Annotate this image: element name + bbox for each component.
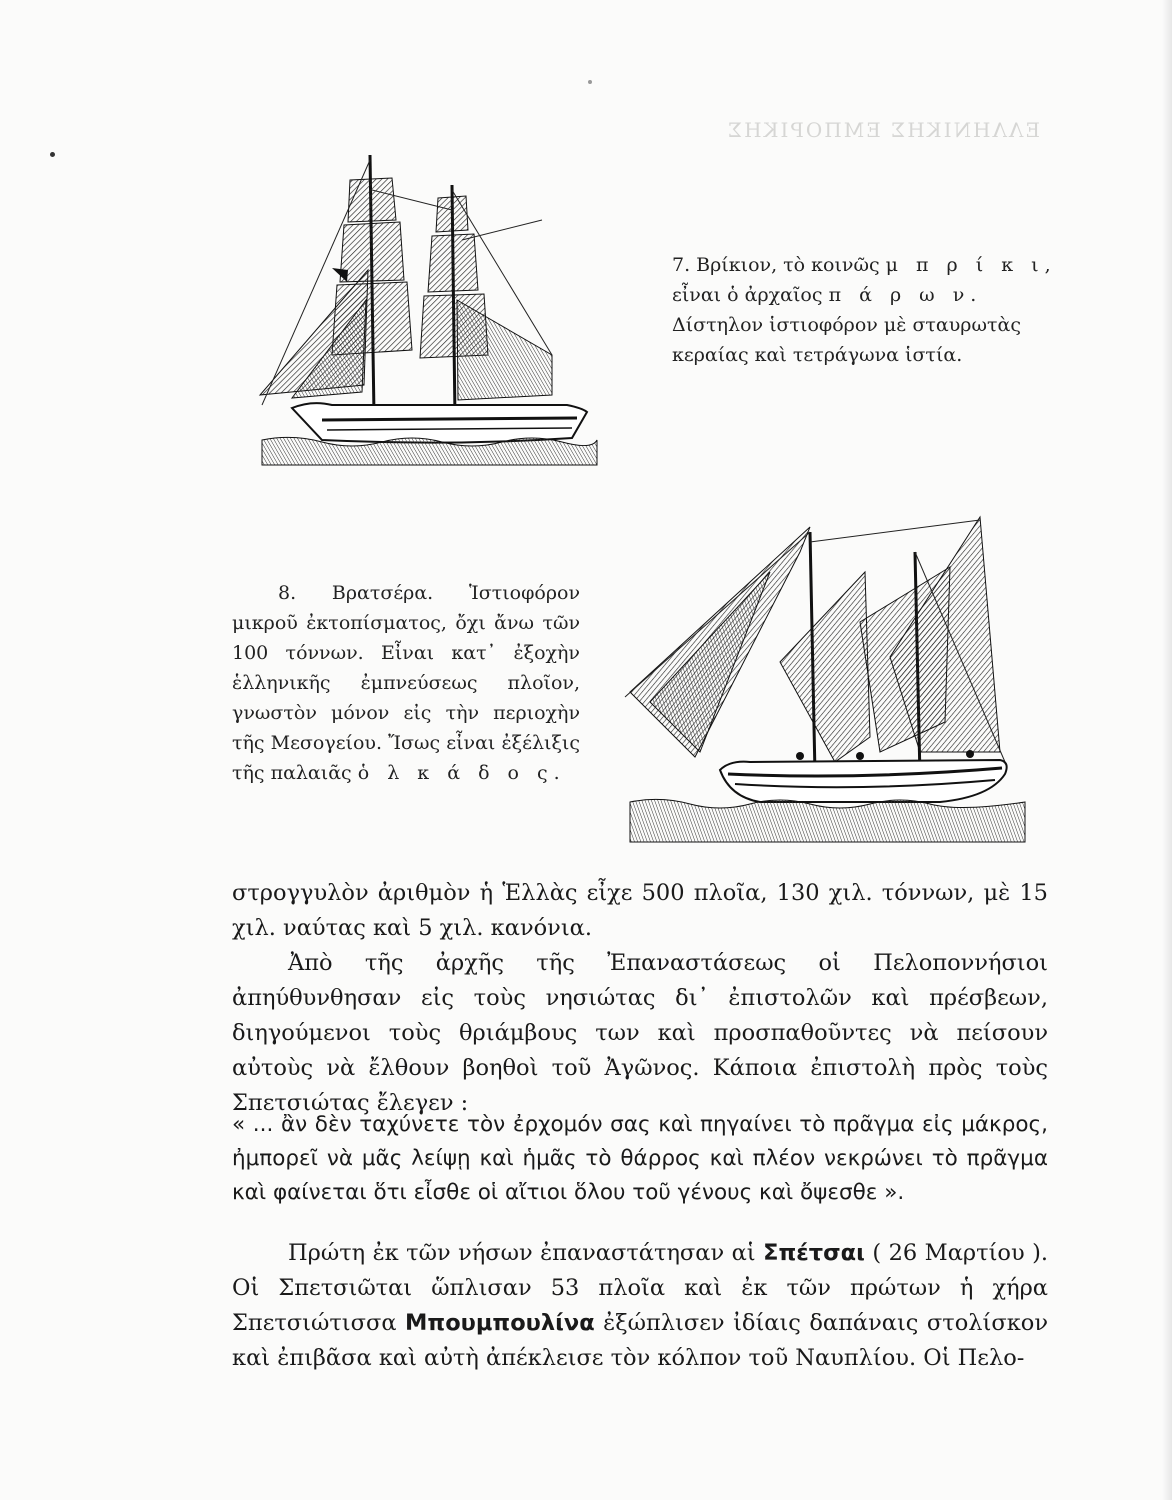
brig-ship-icon xyxy=(252,150,602,470)
caption-7-text-a: 7. Βρίκιον, τὸ κοινῶς xyxy=(672,254,886,276)
page-edge-shadow xyxy=(1162,0,1172,1500)
caption-7-text-c: Δίστηλον ἱστιοφόρον μὲ σταυρωτὰς κεραίας καὶ τετράγωνα ἱστία. xyxy=(672,314,1021,366)
paragraph-2: Ἀπὸ τῆς ἀρχῆς τῆς Ἐπαναστάσεως οἱ Πελοποννήσιοι ἀπηύθυνθησαν εἰς τοὺς νησιώτας δι᾽ ἐπιστολῶν καὶ πρέσβεων, διηγούμενοι τοὺς θριάμβους των καὶ προσπαθοῦντες νὰ πείσουν αὐτοὺς νὰ ἔλθουν βοηθοὶ τοῦ Ἀγῶνος. Κάποια ἐπιστολὴ πρὸς τοὺς Σπετσιώτας ἔλεγεν : xyxy=(232,950,1048,1116)
figure-7-caption xyxy=(672,250,1072,370)
figure-8-caption xyxy=(232,578,580,788)
paragraph-1: στρογγυλὸν ἀριθμὸν ἡ Ἑλλὰς εἶχε 500 πλοῖα, 130 χιλ. τόννων, μὲ 15 χιλ. ναύτας καὶ 5 χιλ. κανόνια. xyxy=(232,880,1048,941)
caption-7-spaced-b: π ά ρ ω ν. xyxy=(828,284,983,306)
bouboulina-bold: Μπουμπουλίνα xyxy=(405,1310,595,1336)
caption-7-text-b: εἶναι ὁ ἀρχαῖος xyxy=(672,284,829,306)
paragraph-3-part-2: ( 26 Μαρτίου ). Οἱ Σπετσιῶται ὥπλισαν 53 πλοῖα καὶ ἐκ τῶν πρώτων ἡ χήρα Σπετσιώτισσα xyxy=(232,1240,1049,1336)
paragraph-3-part-1: Πρώτη ἐκ τῶν νήσων ἐπαναστάτησαν αἱ xyxy=(288,1240,764,1266)
caption-8-spaced: ὁ λ κ ά δ ο ς. xyxy=(357,762,566,784)
show-through-header: ΕΛΛΗΝΙΚΗΣ ΕΜΠΟΡΙΚΗΣ xyxy=(725,118,1040,142)
figure-8-bratsera xyxy=(610,512,1030,852)
quote-text: « ... ἂν δὲν ταχύνετε τὸν ἐρχομόν σας καὶ πηγαίνει τὸ πρᾶγμα εἰς μάκρος, ἠμπορεῖ νὰ μᾶς λείψῃ καὶ ἡμᾶς τὸ θάρρος καὶ πλέον νεκρώνει τὸ πρᾶγμα καὶ φαίνεται ὅτι εἶσθε οἱ αἴτιοι ὅλου τοῦ γένους καὶ ὄψεσθε ». xyxy=(232,1112,1048,1205)
main-text-block-1 xyxy=(232,876,1048,1121)
quote-block xyxy=(232,1108,1048,1210)
paragraph-3-part-3: ἐξώπλισεν ἰδίαις δαπάναις στολίσκον καὶ ἐπιβᾶσα καὶ αὐτὴ ἀπέκλεισε τὸν κόλπον τοῦ Ναυπλίου. Οἱ Πελο- xyxy=(232,1310,1048,1371)
paragraph-3 xyxy=(232,1236,1048,1376)
speck xyxy=(588,80,592,84)
caption-7-spaced-a: μ π ρ ί κ ι, xyxy=(885,254,1057,276)
bratsera-ship-icon xyxy=(610,512,1030,852)
figure-7-brig xyxy=(252,150,602,470)
speck xyxy=(50,152,55,157)
caption-8-text: 8. Βρατσέρα. Ἱστιοφόρον μικροῦ ἐκτοπίσματος, ὄχι ἄνω τῶν 100 τόννων. Εἶναι κατ᾽ ἐξοχὴν ἑλληνικῆς ἐμπνεύσεως πλοῖον, γνωστὸν μόνον εἰς τὴν περιοχὴν τῆς Μεσογείου. Ἴσως εἶναι ἐξέλιξις τῆς παλαιᾶς xyxy=(232,582,580,784)
spetses-bold: Σπέτσαι xyxy=(763,1240,865,1266)
main-text-block-3 xyxy=(232,1236,1048,1376)
